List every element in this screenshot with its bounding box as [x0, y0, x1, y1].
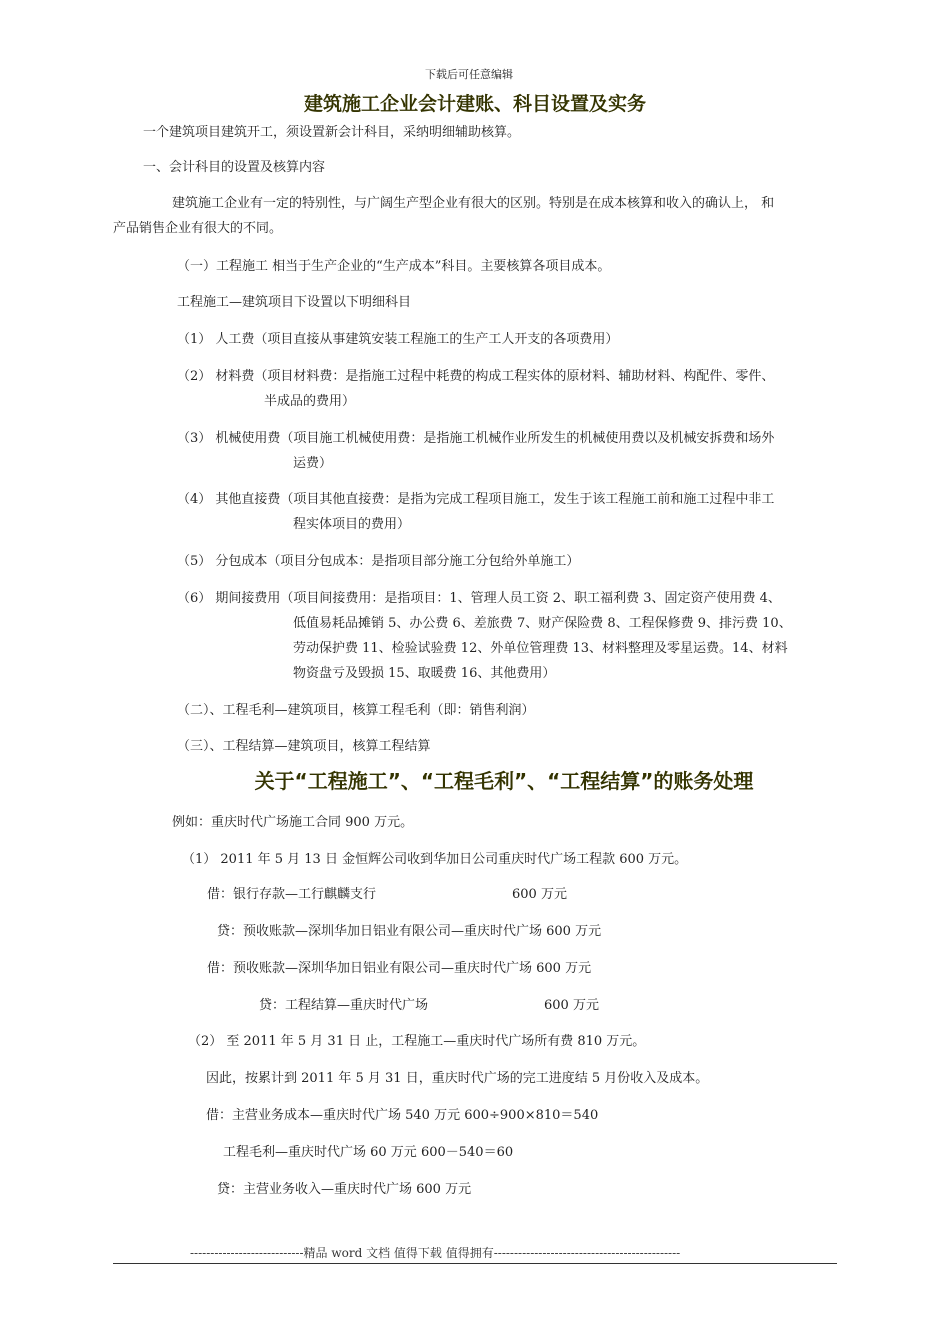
entry-1-credit-settlement-amount: 600 万元: [544, 998, 599, 1013]
item-3-line-1: （3） 机械使用费（项目施工机械使用费：是指施工机械作业所发生的机械使用费以及机械安拆费和场外: [177, 431, 775, 446]
document-title: 建筑施工企业会计建账、科目设置及实务: [303, 93, 646, 115]
subsection-1: （一）工程施工 相当于生产企业的“生产成本”科目。主要核算各项目成本。: [177, 259, 611, 274]
subsection-2: （二）、工程毛利—建筑项目，核算工程毛利（即：销售利润）: [177, 703, 535, 718]
case-2: （2） 至 2011 年 5 月 31 日 止，工程施工—重庆时代广场所有费 810 万元。: [188, 1034, 646, 1049]
paragraph-1-line-2: 产品销售企业有很大的不同。: [113, 221, 283, 236]
section-title-2: 关于“工程施工”、“工程毛利”、“工程结算”的账务处理: [254, 769, 754, 793]
section-heading-1: 一、会计科目的设置及核算内容: [143, 160, 326, 175]
page-header: 下载后可任意编辑: [425, 68, 513, 81]
entry-1-credit-settlement: 贷：工程结算—重庆时代广场: [259, 998, 429, 1013]
entry-1-debit-bank-amount: 600 万元: [512, 887, 567, 902]
footer-divider: [113, 1263, 837, 1264]
item-2-line-2: 半成品的费用）: [264, 394, 356, 409]
item-3-line-2: 运费）: [293, 456, 333, 471]
case-2-note: 因此，按累计到 2011 年 5 月 31 日，重庆时代广场的完工进度结 5 月份收入及成本。: [206, 1071, 709, 1086]
entry-2-credit-revenue: 贷：主营业务收入—重庆时代广场 600 万元: [217, 1182, 472, 1197]
entry-1-credit-advance: 贷：预收账款—深圳华加日铝业有限公司—重庆时代广场 600 万元: [217, 924, 602, 939]
paragraph-1-line-1: 建筑施工企业有一定的特别性，与广阔生产型企业有很大的区别。特别是在成本核算和收入的确认上， 和: [172, 196, 775, 211]
subsection-1-note: 工程施工—建筑项目下设置以下明细科目: [177, 295, 412, 310]
item-6-line-4: 物资盘亏及毁损 15、取暖费 16、其他费用）: [293, 666, 556, 681]
entry-2-debit-cost: 借：主营业务成本—重庆时代广场 540 万元 600÷900×810＝540: [206, 1108, 599, 1123]
item-6-line-3: 劳动保护费 11、检验试验费 12、外单位管理费 13、材料整理及零星运费。14、材料: [293, 641, 788, 656]
example-text: 例如：重庆时代广场施工合同 900 万元。: [172, 815, 414, 830]
page-footer: ----------------------------精品 word 文档 值得下载 值得拥有----------------------------------------------: [190, 1246, 681, 1260]
item-1: （1） 人工费（项目直接从事建筑安装工程施工的生产工人开支的各项费用）: [177, 332, 619, 347]
case-1: （1） 2011 年 5 月 13 日 金恒辉公司收到华加日公司重庆时代广场工程款 600 万元。: [182, 852, 688, 867]
item-5: （5） 分包成本（项目分包成本：是指项目部分施工分包给外单施工）: [177, 554, 580, 569]
item-6-line-2: 低值易耗品摊销 5、办公费 6、差旅费 7、财产保险费 8、工程保修费 9、排污费 10、: [293, 616, 792, 631]
subsection-3: （三）、工程结算—建筑项目，核算工程结算: [177, 739, 431, 754]
entry-1-debit-bank: 借：银行存款—工行麒麟支行: [207, 887, 377, 902]
item-4-line-1: （4） 其他直接费（项目其他直接费：是指为完成工程项目施工，发生于该工程施工前和施工过程中非工: [177, 492, 775, 507]
item-4-line-2: 程实体项目的费用）: [293, 517, 411, 532]
item-6-line-1: （6） 期间接费用（项目间接费用：是指项目：1、管理人员工资 2、职工福利费 3、固定资产使用费 4、: [177, 591, 781, 606]
entry-1-debit-advance: 借：预收账款—深圳华加日铝业有限公司—重庆时代广场 600 万元: [207, 961, 592, 976]
entry-2-gross-profit: 工程毛利—重庆时代广场 60 万元 600－540＝60: [223, 1145, 514, 1160]
intro-text: 一个建筑项目建筑开工，须设置新会计科目，采纳明细辅助核算。: [143, 125, 521, 140]
item-2-line-1: （2） 材料费（项目材料费：是指施工过程中耗费的构成工程实体的原材料、辅助材料、构配件、零件、: [177, 369, 775, 384]
